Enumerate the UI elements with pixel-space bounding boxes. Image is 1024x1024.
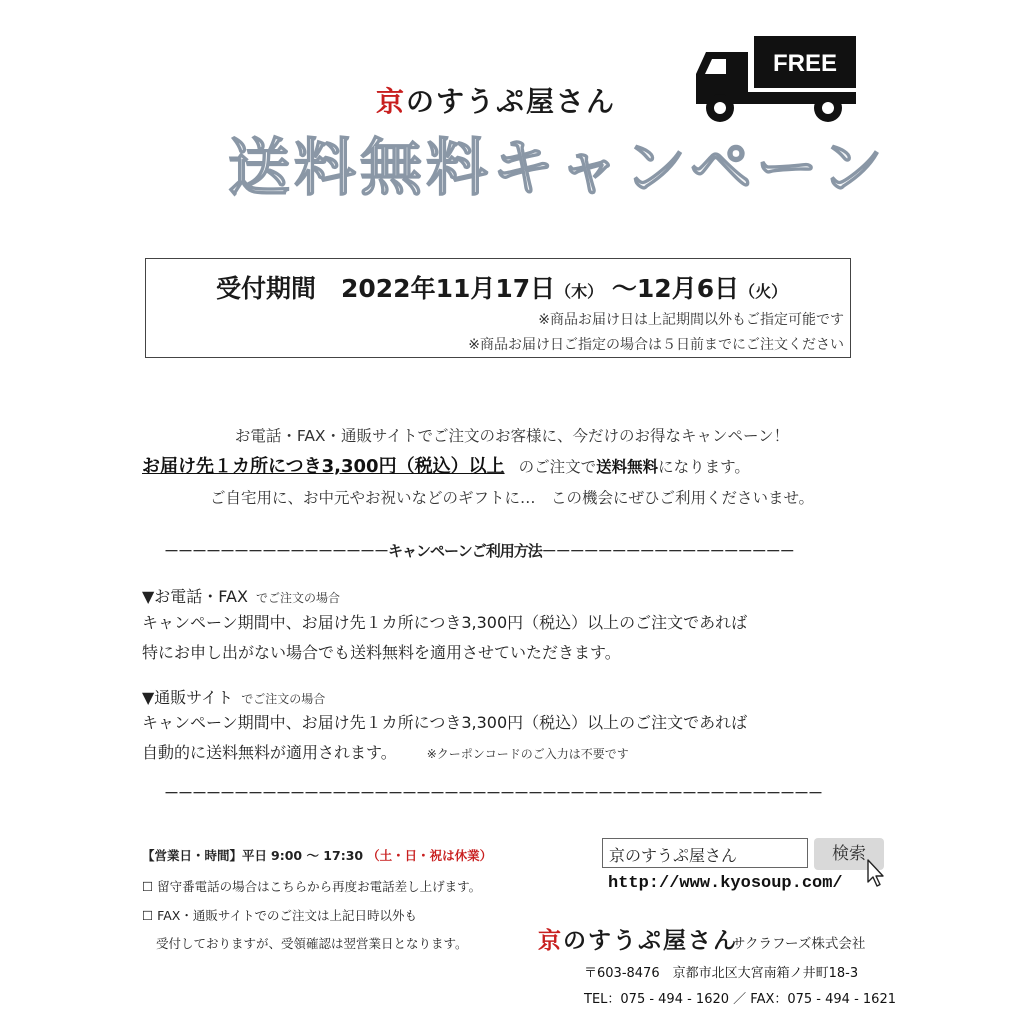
footer-brand-logo (538, 922, 738, 955)
truck-icon (692, 34, 858, 126)
period-title (216, 269, 787, 305)
web-line-1: キャンペーン期間中、お届け先１カ所につき3,300円（税込）以上のご注文であれば (142, 713, 748, 732)
intro-condition: お届け先１カ所につき3,300円（税込）以上 (142, 456, 505, 477)
intro-line-3: ご自宅用に、お中元やお祝いなどのギフトに… この機会にぜひご利用くださいませ。 (209, 489, 815, 507)
brand-logo-kyo: 京 (376, 85, 407, 118)
web-heading-small: でご注文の場合 (241, 692, 326, 706)
period-note-2: ※商品お届け日ご指定の場合は５日前までにご注文ください (468, 337, 844, 353)
web-line-2 (142, 740, 629, 763)
period-start-day: （木） (555, 282, 604, 301)
footer-note-2: ☐ FAX・通販サイトでのご注文は上記日時以外も (142, 908, 417, 923)
phone-heading-small: でご注文の場合 (255, 591, 340, 605)
web-heading-label: ▼通販サイト (142, 688, 234, 707)
search-input[interactable]: 京のすうぷ屋さん (602, 838, 808, 868)
company-name: サクラフーズ株式会社 (732, 936, 866, 952)
website-url[interactable]: http://www.kyosoup.com/ (608, 874, 843, 893)
phone-heading (142, 584, 340, 607)
mouse-cursor-icon (866, 858, 886, 888)
search-button[interactable]: 検索 (814, 838, 884, 870)
hours-time: 9:00 ～ 17:30 (271, 848, 364, 863)
footer-brand-kyo: 京 (538, 927, 563, 954)
web-line-2-note: ※クーポンコードのご入力は不要です (426, 747, 629, 761)
footer-brand-text: のすうぷ屋さん (563, 927, 738, 954)
period-end-day: （火） (739, 282, 788, 301)
company-tel-fax: TEL：075 - 494 - 1620 ／ FAX：075 - 494 - 1621 (584, 992, 896, 1007)
period-note-1: ※商品お届け日は上記期間以外もご指定可能です (538, 312, 844, 328)
period-end: ～12月6日 (611, 274, 740, 303)
period-box (145, 258, 851, 358)
footer-note-1: ☐ 留守番電話の場合はこちらから再度お電話差し上げます。 (142, 879, 482, 894)
phone-heading-label: ▼お電話・FAX (142, 587, 248, 606)
period-start: 受付期間 2022年11月17日 (216, 274, 556, 303)
brand-logo-text: のすうぷ屋さん (406, 85, 617, 118)
web-heading (142, 685, 325, 708)
intro-post: になります。 (658, 458, 750, 476)
usage-separator-title: －－－－－－－－－－－－－－－－キャンペーンご利用方法－－－－－－－－－－－－－－－－－－ (164, 542, 794, 560)
brand-logo (376, 80, 616, 120)
truck-free-label: FREE (772, 50, 838, 77)
intro-line-2 (142, 452, 750, 478)
intro-free-shipping: 送料無料 (596, 458, 659, 476)
web-line-2-text: 自動的に送料無料が適用されます。 (142, 743, 397, 762)
intro-pre: のご注文で (518, 458, 597, 476)
footer-note-3: 受付しておりますが、受領確認は翌営業日となります。 (156, 936, 468, 951)
hours-closed: （土・日・祝は休業） (367, 848, 493, 863)
phone-line-1: キャンペーン期間中、お届け先１カ所につき3,300円（税込）以上のご注文であれば (142, 613, 748, 632)
phone-line-2: 特にお申し出がない場合でも送料無料を適用させていただきます。 (142, 643, 621, 662)
hours-label: 【営業日・時間】平日 (142, 848, 268, 863)
business-hours (142, 846, 492, 864)
usage-separator-end: －－－－－－－－－－－－－－－－－－－－－－－－－－－－－－－－－－－－－－－－－－－－－－－ (164, 784, 823, 802)
intro-line-1: お電話・FAX・通販サイトでご注文のお客様に、今だけのお得なキャンペーン！ (234, 427, 790, 445)
campaign-headline: 送料無料キャンペーン (228, 131, 887, 204)
company-address: 〒603-8476 京都市北区大宮南箱ノ井町18-3 (584, 966, 859, 981)
